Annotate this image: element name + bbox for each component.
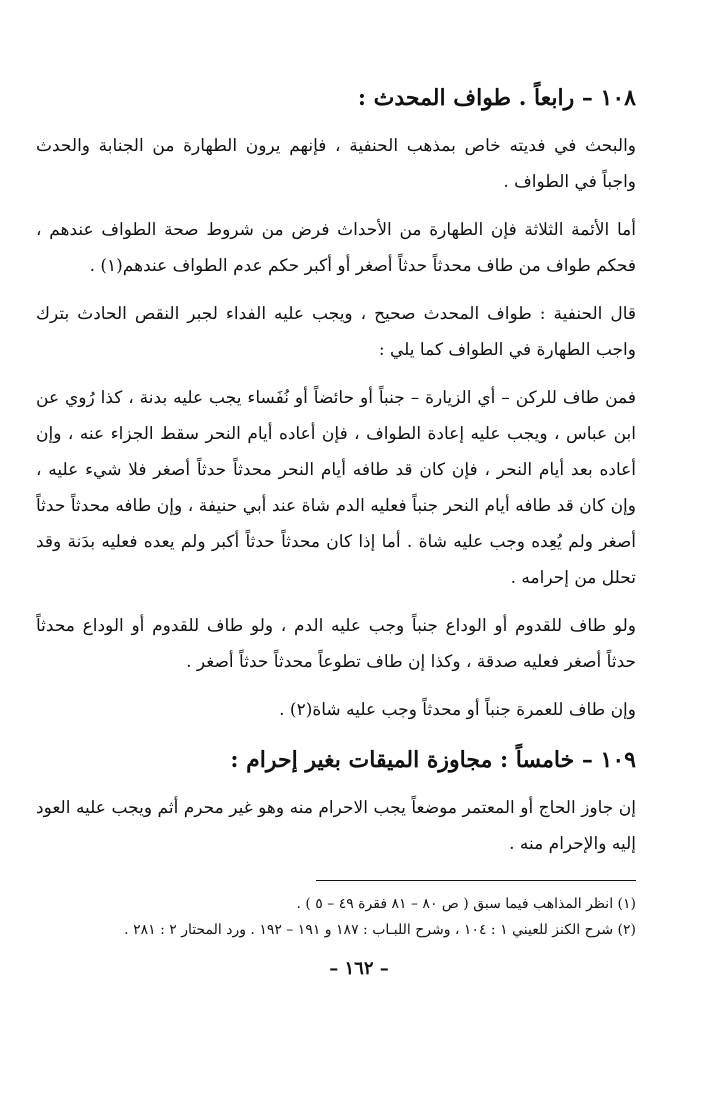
section-109-heading: ١٠٩ – خامساً : مجاوزة الميقات بغير إحرام : [230,747,636,773]
paragraph-108-4: فمن طاف للركن – أي الزيارة – جنباً أو حائضاً أو نُفَساء يجب عليه بدنة ، كذا رُوي عن ابن عباس ، ويجب عليه إعادة الطواف ، فإن أعاده أيام النحر سقط الجزاء عنه ، وإن أعاده بعد أيام النحر ، فإن كان قد طافه أيام النحر محدثاً حدثاً أصغر فلا شيء عليه ، وإن كان قد طافه أيام النحر جنباً فعليه الدم شاة عند أبي حنيفة ، وإن طافه محدثاً حدثاً أصغر ولم يُعِده وجب عليه شاة . أما إذا كان محدثاً حدثاً أكبر ولم يعده فعليه بدَنة وقد تحلل من إحرامه . [36,388,636,588]
paragraph-108-2: أما الأئمة الثلاثة فإن الطهارة من الأحداث فرض من شروط صحة الطواف عندهم ، فحكم طواف من طاف محدثاً حدثاً أصغر أو أكبر حكم عدم الطواف عندهم(١) . [36,220,636,276]
paragraph-108-3: قال الحنفية : طواف المحدث صحيح ، ويجب عليه الفداء لجبر النقص الحادث بترك واجب الطهارة في الطواف كما يلي : [36,304,636,360]
paragraph-108-6: وإن طاف للعمرة جنباً أو محدثاً وجب عليه شاة(٢) . [279,700,636,720]
paragraph-109-1: إن جاوز الحاج أو المعتمر موضعاً يجب الاحرام منه وهو غير محرم أثم ويجب عليه العود إليه والإحرام منه . [36,798,636,854]
footnote-2: (٢) شرح الكنز للعيني ١ : ١٠٤ ، وشرح اللبـاب : ١٨٧ و ١٩١ – ١٩٢ . ورد المحتار ٢ : ٢٨١ . [124,922,636,938]
footnote-1: (١) انظر المذاهب فيما سبق ( ص ٨٠ – ٨١ فقرة ٤٩ – ٥ ) . [296,896,636,912]
section-108-heading: ١٠٨ – رابعاً . طواف المحدث : [357,85,636,111]
paragraph-108-1: والبحث في فديته خاص بمذهب الحنفية ، فإنهم يرون الطهارة من الجنابة والحدث واجباً في الطواف . [36,136,636,192]
paragraph-108-5: ولو طاف للقدوم أو الوداع جنباً وجب عليه الدم ، ولو طاف للقدوم أو الوداع محدثاً حدثاً أصغر فعليه صدقة ، وكذا إن طاف تطوعاً محدثاً حدثاً أصغر . [36,616,636,672]
page-number: – ١٦٢ – [329,958,389,979]
document-page [36,78,636,943]
footnote-divider [316,880,636,881]
